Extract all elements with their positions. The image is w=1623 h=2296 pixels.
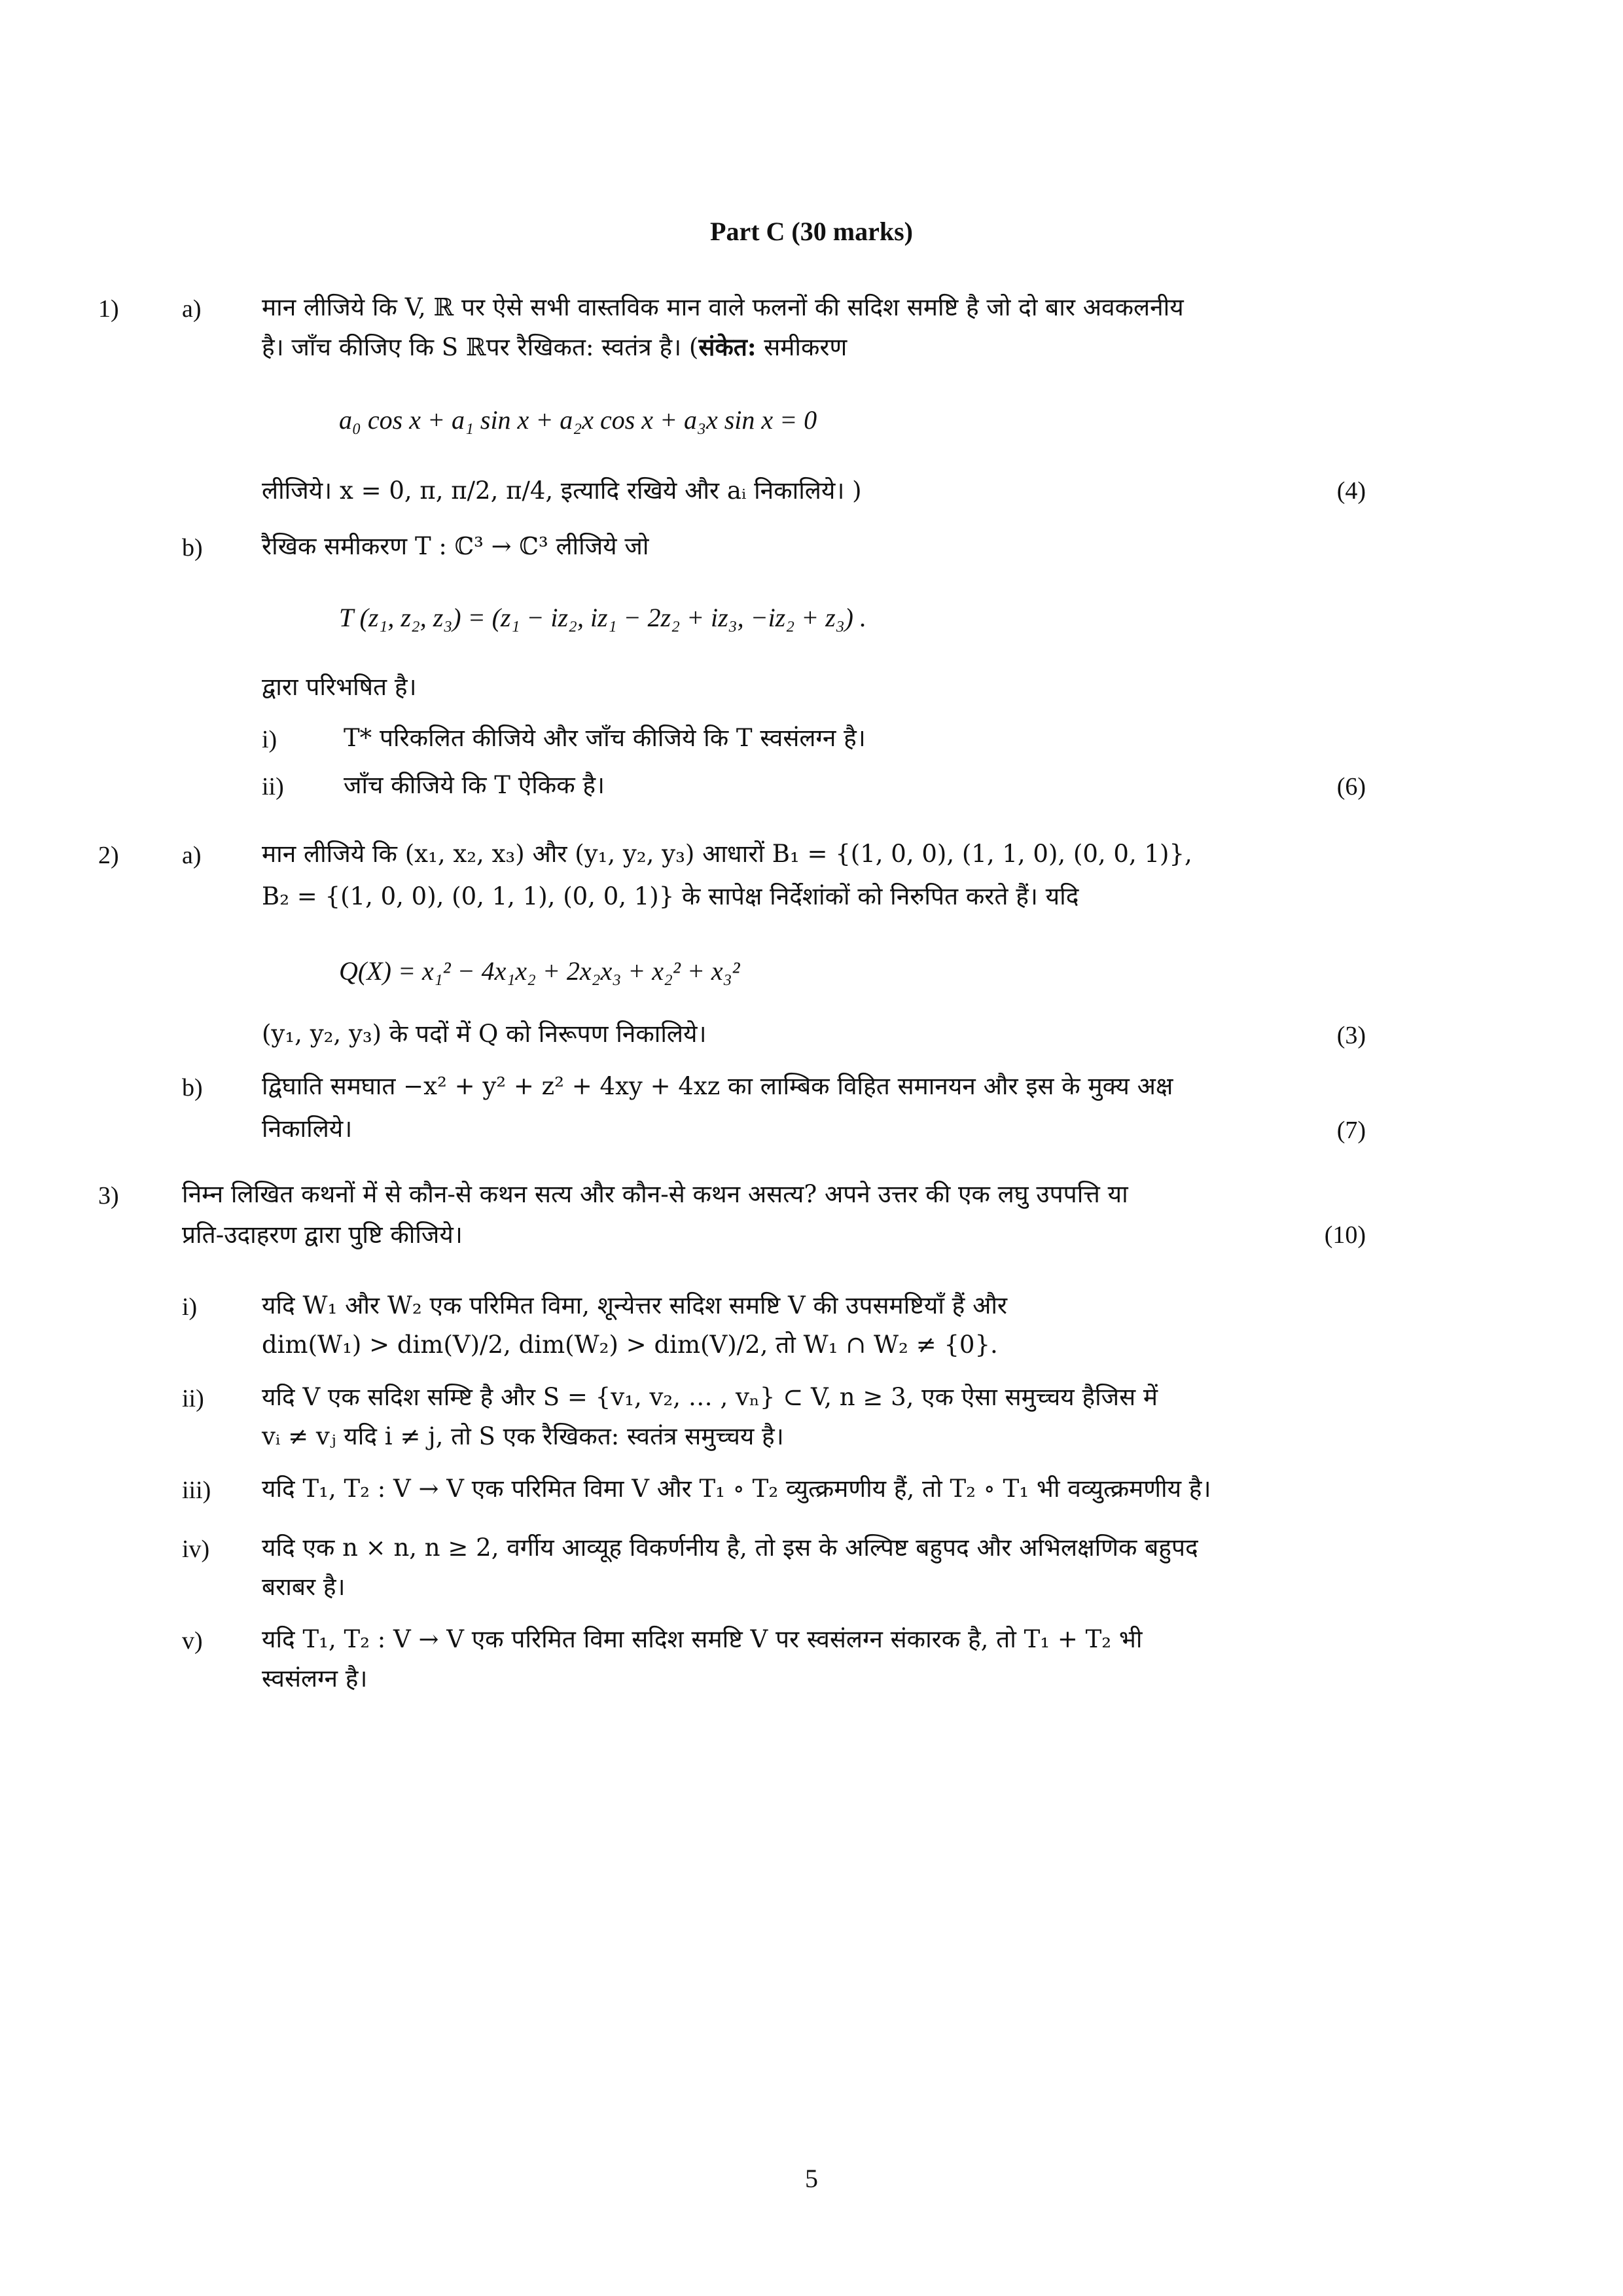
question-text: जाँच कीजिये कि T ऐकिक है। — [344, 771, 605, 799]
question-text: लीजिये। x = 0, π, π/2, π/4, इत्यादि रखिये और aᵢ निकालिये। ) — [262, 476, 862, 505]
question-text: T* परिकलित कीजिये और जाँच कीजिये कि T स्वसंलग्न है। — [344, 724, 866, 752]
hint-label: संकेत: — [698, 332, 757, 361]
marks: (6) — [1336, 773, 1366, 800]
statement-label: iii) — [182, 1477, 211, 1504]
statement-text: vᵢ ≠ vⱼ यदि i ≠ j, तो S एक रैखिकत: स्वतंत्र समुच्चय है। — [262, 1422, 784, 1450]
question-text: रैखिक समीकरण T : ℂ³ → ℂ³ लीजिये जो — [262, 532, 649, 560]
question-number: 1) — [98, 295, 119, 323]
equation: Q(X) = x₁² − 4x₁x₂ + 2x₂x₃ + x₂² + x₃² — [339, 956, 740, 986]
statement-text: यदि एक n × n, n ≥ 2, वर्गीय आव्यूह विकर्णनीय है, तो इस के अल्पिष्ट बहुपद और अभिलक्षणिक बहुपद — [262, 1534, 1198, 1562]
marks: (3) — [1336, 1022, 1366, 1049]
statement-text: यदि W₁ और W₂ एक परिमित विमा, शून्येत्तर सदिश समष्टि V की उपसमष्टियाँ हैं और — [262, 1291, 1008, 1319]
statement-label: ii) — [182, 1385, 204, 1412]
part-label: a) — [182, 295, 202, 323]
part-label: b) — [182, 1074, 203, 1102]
statement-label: i) — [182, 1293, 198, 1321]
subpart-label: i) — [262, 726, 277, 753]
question-text: निम्न लिखित कथनों में से कौन-से कथन सत्य और कौन-से कथन असत्य? अपने उत्तर की एक लघु उपपत्ति या — [182, 1180, 1128, 1208]
equation: a₀ cos x + a₁ sin x + a₂x cos x + a₃x sin x = 0 — [339, 405, 817, 435]
marks: (7) — [1336, 1117, 1366, 1144]
question-text: B₂ = {(1, 0, 0), (0, 1, 1), (0, 0, 1)} के सापेक्ष निर्देशांकों को निरुपित करते हैं। यदि — [262, 882, 1079, 910]
question-text: (y₁, y₂, y₃) के पदों में Q को निरूपण निकालिये। — [262, 1020, 707, 1048]
question-number: 3) — [98, 1182, 119, 1210]
statement-text: स्वसंलग्न है। — [262, 1664, 368, 1693]
part-label: b) — [182, 534, 203, 562]
statement-label: v) — [182, 1627, 203, 1655]
statement-label: iv) — [182, 1535, 210, 1563]
question-number: 2) — [98, 842, 119, 869]
question-text: प्रति-उदाहरण द्वारा पुष्टि कीजिये। — [182, 1221, 463, 1249]
marks: (4) — [1336, 477, 1366, 505]
part-heading: Part C (30 marks) — [710, 217, 913, 246]
subpart-label: ii) — [262, 773, 284, 800]
question-text: निकालिये। — [262, 1115, 353, 1143]
question-text: द्विघाति समघात −x² + y² + z² + 4xy + 4xz का लाम्बिक विहित समानयन और इस के मुक्य अक्ष — [262, 1072, 1173, 1100]
marks: (10) — [1324, 1221, 1366, 1249]
statement-text: बराबर है। — [262, 1573, 346, 1601]
statement-text: dim(W₁) > dim(V)/2, dim(W₂) > dim(V)/2, तो W₁ ∩ W₂ ≠ {0}. — [262, 1331, 998, 1359]
equation: T (z₁, z₂, z₃) = (z₁ − iz₂, iz₁ − 2z₂ + iz₃, −iz₂ + z₃) . — [339, 603, 866, 632]
part-label: a) — [182, 842, 202, 869]
question-text: मान लीजिये कि (x₁, x₂, x₃) और (y₁, y₂, y₃) आधारों B₁ = {(1, 0, 0), (1, 1, 0), (0, 0, 1)}, — [262, 840, 1192, 868]
statement-text: यदि T₁, T₂ : V → V एक परिमित विमा V और T₁ ∘ T₂ व्युत्क्रमणीय हैं, तो T₂ ∘ T₁ भी वव्युत्क्रमणीय है। — [262, 1475, 1211, 1503]
statement-text: यदि T₁, T₂ : V → V एक परिमित विमा सदिश समष्टि V पर स्वसंलग्न संकारक है, तो T₁ + T₂ भी — [262, 1625, 1143, 1653]
statement-text: यदि V एक सदिश सम्ष्टि है और S = {v₁, v₂, … , vₙ} ⊂ V, n ≥ 3, एक ऐसा समुच्चय हैजिस में — [262, 1383, 1158, 1411]
question-text: मान लीजिये कि V, ℝ पर ऐसे सभी वास्तविक मान वाले फलनों की सदिश समष्टि है जो दो बार अवकलनीय — [262, 293, 1184, 321]
question-text: है। जाँच कीजिए कि S ℝपर रैखिकत: स्वतंत्र है। (संकेत: समीकरण — [262, 332, 847, 361]
page-number: 5 — [805, 2164, 818, 2193]
question-text: द्वारा परिभषित है। — [262, 673, 417, 701]
